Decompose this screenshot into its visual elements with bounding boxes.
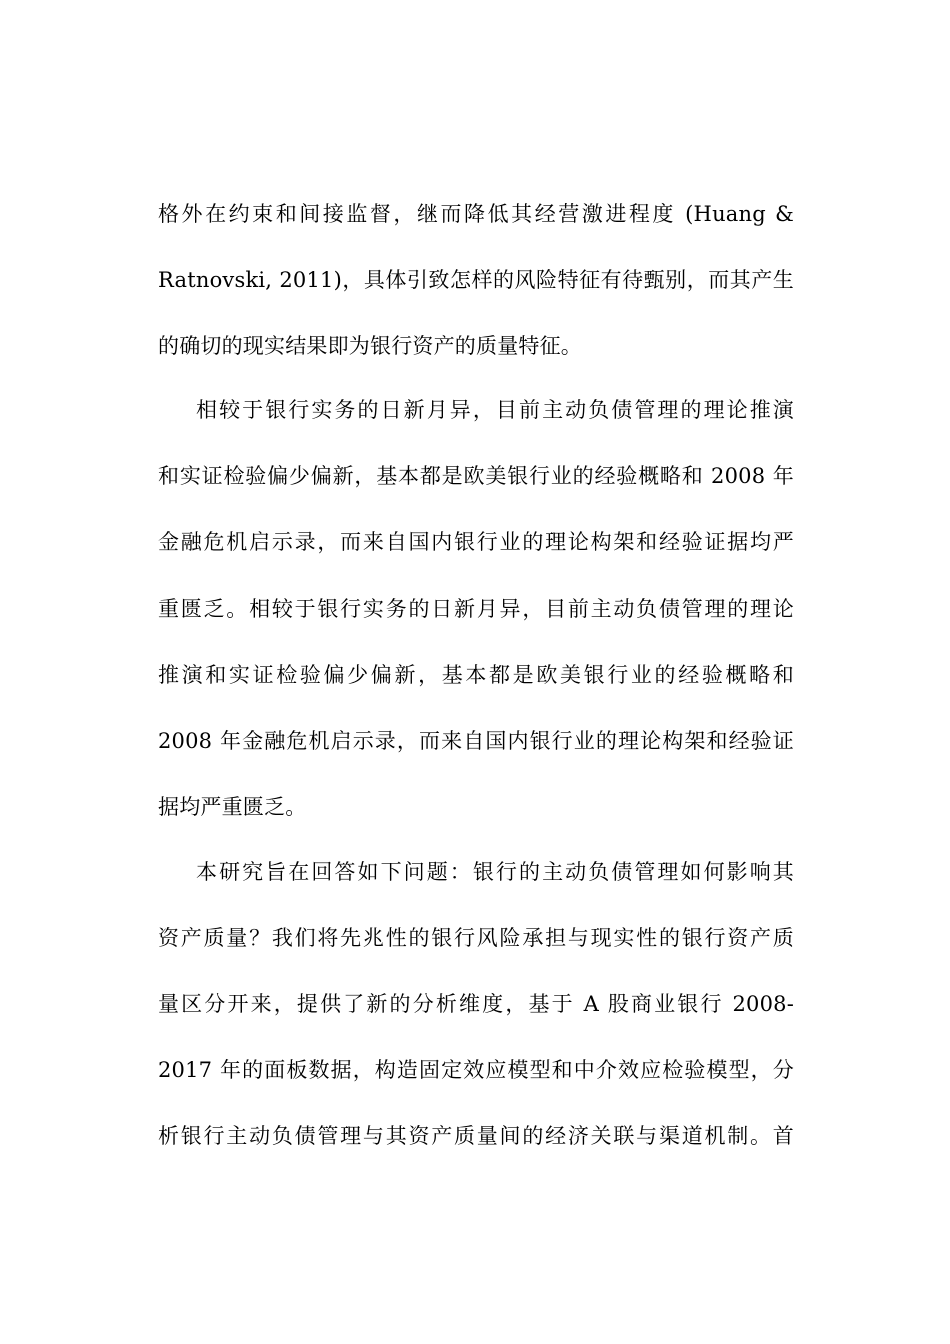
paragraph-2-line-7: 据均严重匮乏。 xyxy=(158,795,307,819)
paragraph-2-line-4: 重匮乏。相较于银行实务的日新月异，目前主动负债管理的理论 xyxy=(158,597,794,621)
paragraph-2-line-3: 金融危机启示录，而来自国内银行业的理论构架和经验证据均严 xyxy=(158,530,794,554)
paragraph-1-line-1: 格外在约束和间接监督，继而降低其经营激进程度 (Huang & xyxy=(158,202,794,226)
paragraph-1-line-3: 的确切的现实结果即为银行资产的质量特征。 xyxy=(158,334,582,358)
paragraph-3-line-4: 2017 年的面板数据，构造固定效应模型和中介效应检验模型，分 xyxy=(158,1058,794,1082)
paragraph-3-line-2: 资产质量？我们将先兆性的银行风险承担与现实性的银行资产质 xyxy=(158,926,794,950)
paragraph-2-line-5: 推演和实证检验偏少偏新，基本都是欧美银行业的经验概略和 xyxy=(158,663,794,687)
paragraph-3-line-5: 析银行主动负债管理与其资产质量间的经济关联与渠道机制。首 xyxy=(158,1124,794,1148)
paragraph-3-line-3: 量区分开来，提供了新的分析维度，基于 A 股商业银行 2008- xyxy=(158,992,794,1016)
paragraph-2-line-6: 2008 年金融危机启示录，而来自国内银行业的理论构架和经验证 xyxy=(158,729,794,753)
paragraph-1-line-2: Ratnovski, 2011)，具体引致怎样的风险特征有待甄别，而其产生 xyxy=(158,268,794,292)
paragraph-3-line-1: 本研究旨在回答如下问题：银行的主动负债管理如何影响其 xyxy=(196,860,794,884)
paragraph-2-line-1: 相较于银行实务的日新月异，目前主动负债管理的理论推演 xyxy=(196,398,794,422)
paragraph-2-line-2: 和实证检验偏少偏新，基本都是欧美银行业的经验概略和 2008 年 xyxy=(158,464,794,488)
